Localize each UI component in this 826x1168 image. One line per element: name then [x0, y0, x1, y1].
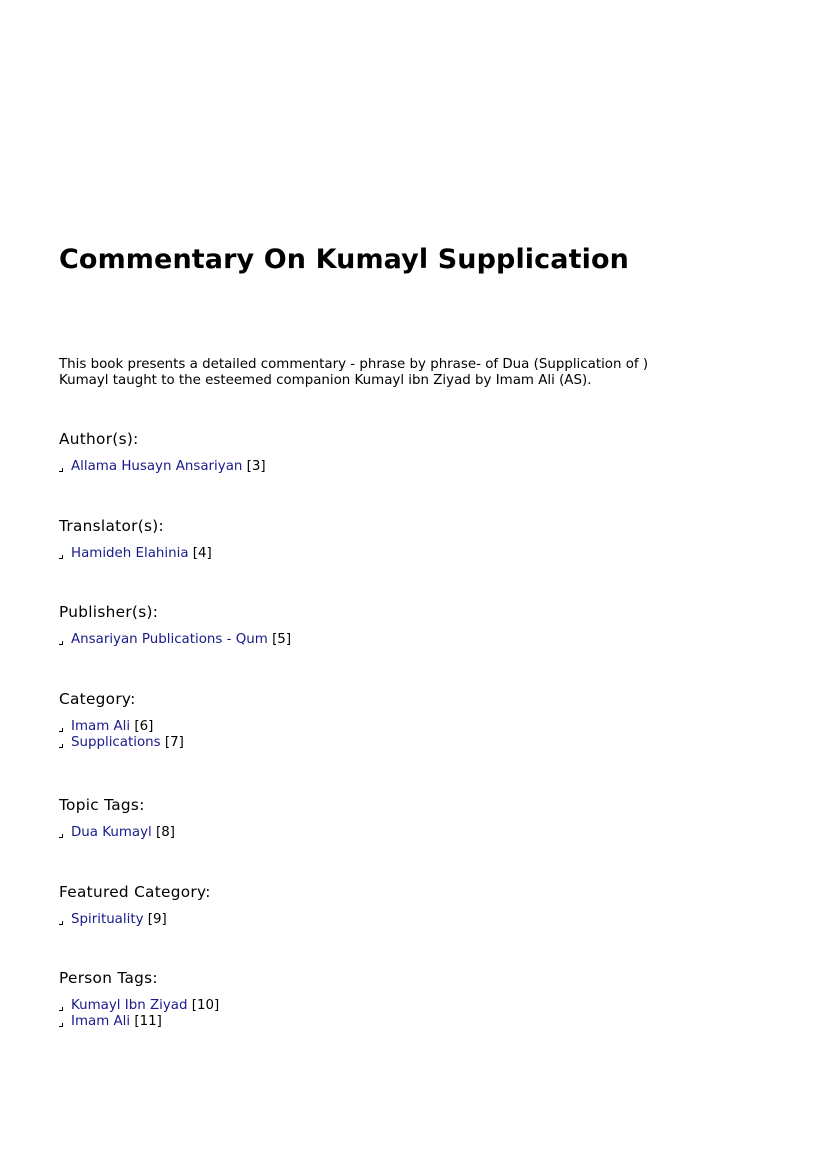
translators-heading: Translator(s):	[59, 517, 164, 535]
authors-heading: Author(s):	[59, 430, 139, 448]
description-line-1: This book presents a detailed commentary - phrase by phrase- of Dua (Supplication of )	[59, 357, 649, 372]
topic-tag-link[interactable]: Dua Kumayl	[71, 825, 152, 840]
bullet-icon	[59, 641, 63, 645]
publishers-heading: Publisher(s):	[59, 603, 159, 621]
category-section	[59, 689, 759, 750]
person-tags-heading: Person Tags:	[59, 969, 158, 987]
reference-number: [9]	[147, 912, 167, 927]
category-heading: Category:	[59, 690, 136, 708]
publishers-section	[59, 602, 759, 647]
bullet-icon	[59, 468, 63, 472]
person-tags-section	[59, 968, 759, 1029]
person-tag-link-kumayl[interactable]: Kumayl Ibn Ziyad	[71, 998, 188, 1013]
reference-number: [3]	[246, 459, 266, 474]
book-description	[59, 357, 699, 389]
reference-number: [11]	[134, 1014, 162, 1029]
reference-number: [5]	[272, 632, 292, 647]
featured-category-section	[59, 882, 759, 927]
bullet-icon	[59, 834, 63, 838]
publisher-link[interactable]: Ansariyan Publications - Qum	[71, 632, 268, 647]
topic-tags-heading: Topic Tags:	[59, 796, 145, 814]
featured-category-link[interactable]: Spirituality	[71, 912, 144, 927]
category-link-imam-ali[interactable]: Imam Ali	[71, 719, 131, 734]
bullet-icon	[59, 728, 63, 732]
bullet-icon	[59, 1007, 63, 1011]
authors-section	[59, 429, 759, 474]
bullet-icon	[59, 921, 63, 925]
topic-tags-section	[59, 795, 759, 840]
reference-number: [8]	[156, 825, 175, 840]
bullet-icon	[59, 555, 63, 559]
featured-category-heading: Featured Category:	[59, 883, 211, 901]
bullet-icon	[59, 744, 63, 748]
description-line-2: Kumayl taught to the esteemed companion Kumayl ibn Ziyad by Imam Ali (AS).	[59, 373, 592, 388]
page-title: Commentary On Kumayl Supplication	[59, 244, 629, 275]
reference-number: [6]	[134, 719, 154, 734]
author-link[interactable]: Allama Husayn Ansariyan	[71, 459, 243, 474]
person-tag-link-imam-ali[interactable]: Imam Ali	[71, 1014, 131, 1029]
translator-link[interactable]: Hamideh Elahinia	[71, 546, 189, 561]
translators-section	[59, 516, 759, 561]
reference-number: [10]	[191, 998, 220, 1013]
bullet-icon	[59, 1023, 63, 1027]
reference-number: [4]	[192, 546, 212, 561]
category-link-supplications[interactable]: Supplications	[71, 735, 161, 750]
reference-number: [7]	[164, 735, 184, 750]
